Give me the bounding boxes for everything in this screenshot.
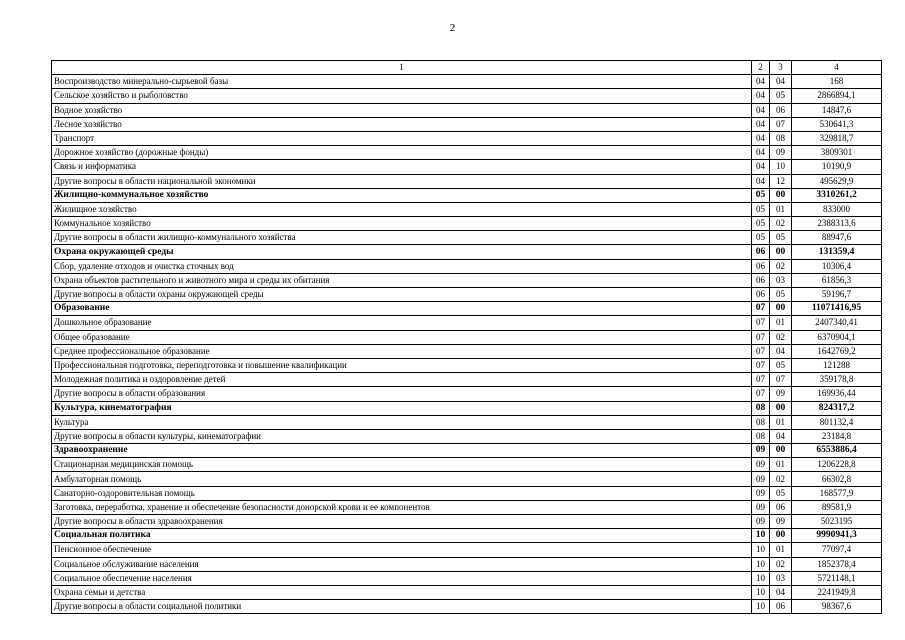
row-section-code: 06	[752, 245, 770, 259]
row-name: Лесное хозяйство	[52, 117, 752, 131]
row-name: Другие вопросы в области социальной политики	[52, 600, 752, 614]
row-subsection-code: 01	[770, 543, 792, 557]
row-section-code: 04	[752, 131, 770, 145]
row-amount: 329818,7	[792, 131, 882, 145]
table-row	[52, 217, 882, 231]
table-row	[52, 344, 882, 358]
row-section-code: 07	[752, 316, 770, 330]
row-section-code: 07	[752, 387, 770, 401]
table-row	[52, 89, 882, 103]
row-subsection-code: 02	[770, 217, 792, 231]
row-name: Водное хозяйство	[52, 103, 752, 117]
header-section: 2	[752, 61, 770, 75]
row-name: Среднее профессиональное образование	[52, 344, 752, 358]
row-subsection-code: 06	[770, 600, 792, 614]
table-row	[52, 500, 882, 514]
row-section-code: 04	[752, 103, 770, 117]
table-row	[52, 472, 882, 486]
row-subsection-code: 01	[770, 415, 792, 429]
row-subsection-code: 09	[770, 515, 792, 529]
table-row	[52, 373, 882, 387]
row-name: Другие вопросы в области образования	[52, 387, 752, 401]
row-subsection-code: 00	[770, 302, 792, 316]
row-amount: 23184,8	[792, 429, 882, 443]
row-amount: 2866894,1	[792, 89, 882, 103]
row-name: Дорожное хозяйство (дорожные фонды)	[52, 146, 752, 160]
row-name: Жилищно-коммунальное хозяйство	[52, 188, 752, 202]
row-amount: 5023195	[792, 515, 882, 529]
table-row	[52, 75, 882, 89]
row-section-code: 10	[752, 585, 770, 599]
row-amount: 1642769,2	[792, 344, 882, 358]
row-section-code: 10	[752, 529, 770, 543]
row-section-code: 07	[752, 330, 770, 344]
row-subsection-code: 02	[770, 472, 792, 486]
row-subsection-code: 03	[770, 571, 792, 585]
row-amount: 61856,3	[792, 273, 882, 287]
row-name: Молодежная политика и оздоровление детей	[52, 373, 752, 387]
table-row	[52, 557, 882, 571]
table-section-row	[52, 302, 882, 316]
row-amount: 2388313,6	[792, 217, 882, 231]
row-name: Охрана семьи и детства	[52, 585, 752, 599]
row-subsection-code: 05	[770, 288, 792, 302]
row-section-code: 06	[752, 273, 770, 287]
row-section-code: 08	[752, 401, 770, 415]
table-header-row	[52, 61, 882, 75]
row-name: Другие вопросы в области здравоохранения	[52, 515, 752, 529]
row-subsection-code: 00	[770, 529, 792, 543]
row-section-code: 07	[752, 302, 770, 316]
row-amount: 9990941,3	[792, 529, 882, 543]
row-name: Общее образование	[52, 330, 752, 344]
row-subsection-code: 00	[770, 245, 792, 259]
table-row	[52, 486, 882, 500]
row-section-code: 10	[752, 600, 770, 614]
row-amount: 10306,4	[792, 259, 882, 273]
row-name: Пенсионное обеспечение	[52, 543, 752, 557]
row-name: Здравоохранение	[52, 444, 752, 458]
table-row	[52, 585, 882, 599]
row-section-code: 07	[752, 344, 770, 358]
row-amount: 833000	[792, 202, 882, 216]
row-name: Воспроизводство минерально-сырьевой базы	[52, 75, 752, 89]
row-name: Заготовка, переработка, хранение и обеспечение безопасности донорской крови и ее компонентов	[52, 500, 752, 514]
row-name: Связь и информатика	[52, 160, 752, 174]
row-amount: 6370904,1	[792, 330, 882, 344]
row-amount: 824317,2	[792, 401, 882, 415]
row-section-code: 09	[752, 515, 770, 529]
table-row	[52, 288, 882, 302]
table-section-row	[52, 529, 882, 543]
row-subsection-code: 04	[770, 585, 792, 599]
row-subsection-code: 03	[770, 273, 792, 287]
row-amount: 1206228,8	[792, 458, 882, 472]
page-number: 2	[449, 22, 456, 34]
row-name: Социальное обеспечение населения	[52, 571, 752, 585]
row-subsection-code: 01	[770, 458, 792, 472]
row-section-code: 04	[752, 174, 770, 188]
row-name: Жилищное хозяйство	[52, 202, 752, 216]
row-amount: 10190,9	[792, 160, 882, 174]
table-section-row	[52, 444, 882, 458]
row-name: Сбор, удаление отходов и очистка сточных вод	[52, 259, 752, 273]
row-amount: 801132,4	[792, 415, 882, 429]
row-amount: 14847,6	[792, 103, 882, 117]
header-subsection: 3	[770, 61, 792, 75]
row-name: Другие вопросы в области охраны окружающей среды	[52, 288, 752, 302]
row-section-code: 09	[752, 458, 770, 472]
row-amount: 168	[792, 75, 882, 89]
table-row	[52, 330, 882, 344]
row-subsection-code: 07	[770, 117, 792, 131]
row-amount: 169936,44	[792, 387, 882, 401]
row-amount: 530641,3	[792, 117, 882, 131]
table-row	[52, 358, 882, 372]
table-row	[52, 174, 882, 188]
table-row	[52, 231, 882, 245]
row-name: Коммунальное хозяйство	[52, 217, 752, 231]
row-subsection-code: 05	[770, 486, 792, 500]
table-row	[52, 429, 882, 443]
row-subsection-code: 05	[770, 231, 792, 245]
row-section-code: 07	[752, 358, 770, 372]
row-amount: 131359,4	[792, 245, 882, 259]
row-subsection-code: 00	[770, 444, 792, 458]
row-section-code: 09	[752, 500, 770, 514]
row-amount: 88947,6	[792, 231, 882, 245]
row-amount: 5721148,1	[792, 571, 882, 585]
row-amount: 359178,8	[792, 373, 882, 387]
row-section-code: 06	[752, 288, 770, 302]
row-subsection-code: 09	[770, 146, 792, 160]
row-subsection-code: 02	[770, 557, 792, 571]
row-name: Другие вопросы в области жилищно-коммунального хозяйства	[52, 231, 752, 245]
table-row	[52, 543, 882, 557]
row-subsection-code: 06	[770, 103, 792, 117]
row-name: Культура, кинематография	[52, 401, 752, 415]
row-amount: 1852378,4	[792, 557, 882, 571]
table-row	[52, 259, 882, 273]
row-subsection-code: 08	[770, 131, 792, 145]
table-row	[52, 103, 882, 117]
row-name: Стационарная медицинская помощь	[52, 458, 752, 472]
row-name: Социальное обслуживание населения	[52, 557, 752, 571]
table-row	[52, 146, 882, 160]
table-row	[52, 273, 882, 287]
row-amount: 6553886,4	[792, 444, 882, 458]
table-row	[52, 600, 882, 614]
row-amount: 59196,7	[792, 288, 882, 302]
table-section-row	[52, 401, 882, 415]
table-row	[52, 387, 882, 401]
row-section-code: 06	[752, 259, 770, 273]
row-section-code: 04	[752, 89, 770, 103]
row-section-code: 04	[752, 75, 770, 89]
table-row	[52, 202, 882, 216]
row-subsection-code: 12	[770, 174, 792, 188]
row-amount: 495629,9	[792, 174, 882, 188]
row-name: Другие вопросы в области культуры, кинематографии	[52, 429, 752, 443]
table-section-row	[52, 188, 882, 202]
row-section-code: 08	[752, 429, 770, 443]
row-name: Образование	[52, 302, 752, 316]
row-section-code: 05	[752, 217, 770, 231]
table-row	[52, 160, 882, 174]
row-amount: 3809301	[792, 146, 882, 160]
row-section-code: 05	[752, 188, 770, 202]
row-subsection-code: 04	[770, 429, 792, 443]
row-amount: 3310261,2	[792, 188, 882, 202]
row-section-code: 07	[752, 373, 770, 387]
row-subsection-code: 04	[770, 75, 792, 89]
table-row	[52, 458, 882, 472]
row-section-code: 10	[752, 543, 770, 557]
row-section-code: 05	[752, 231, 770, 245]
row-subsection-code: 10	[770, 160, 792, 174]
row-name: Профессиональная подготовка, переподготовка и повышение квалификации	[52, 358, 752, 372]
row-section-code: 10	[752, 557, 770, 571]
row-section-code: 04	[752, 146, 770, 160]
row-subsection-code: 01	[770, 202, 792, 216]
table-row	[52, 316, 882, 330]
table-row	[52, 571, 882, 585]
row-section-code: 09	[752, 444, 770, 458]
row-subsection-code: 09	[770, 387, 792, 401]
row-amount: 77097,4	[792, 543, 882, 557]
table-row	[52, 131, 882, 145]
row-subsection-code: 02	[770, 330, 792, 344]
row-section-code: 04	[752, 117, 770, 131]
row-name: Сельское хозяйство и рыболовство	[52, 89, 752, 103]
table-section-row	[52, 245, 882, 259]
budget-table	[51, 60, 882, 614]
table-row	[52, 117, 882, 131]
row-amount: 98367,6	[792, 600, 882, 614]
row-name: Санаторно-оздоровительная помощь	[52, 486, 752, 500]
row-name: Культура	[52, 415, 752, 429]
table-row	[52, 515, 882, 529]
row-section-code: 09	[752, 472, 770, 486]
table-row	[52, 415, 882, 429]
row-subsection-code: 05	[770, 358, 792, 372]
row-section-code: 09	[752, 486, 770, 500]
row-amount: 2241949,8	[792, 585, 882, 599]
row-amount: 89581,9	[792, 500, 882, 514]
row-subsection-code: 07	[770, 373, 792, 387]
row-name: Охрана окружающей среды	[52, 245, 752, 259]
row-amount: 66302,8	[792, 472, 882, 486]
header-name: 1	[52, 61, 752, 75]
row-subsection-code: 01	[770, 316, 792, 330]
row-amount: 11071416,95	[792, 302, 882, 316]
row-name: Другие вопросы в области национальной экономики	[52, 174, 752, 188]
row-name: Социальная политика	[52, 529, 752, 543]
row-section-code: 10	[752, 571, 770, 585]
row-section-code: 04	[752, 160, 770, 174]
header-amount: 4	[792, 61, 882, 75]
row-subsection-code: 05	[770, 89, 792, 103]
row-section-code: 05	[752, 202, 770, 216]
row-name: Дошкольное образование	[52, 316, 752, 330]
row-amount: 121288	[792, 358, 882, 372]
row-name: Охрана объектов растительного и животного мира и среды их обитания	[52, 273, 752, 287]
row-name: Амбулаторная помощь	[52, 472, 752, 486]
row-subsection-code: 00	[770, 188, 792, 202]
row-amount: 2407340,41	[792, 316, 882, 330]
row-subsection-code: 02	[770, 259, 792, 273]
row-section-code: 08	[752, 415, 770, 429]
row-subsection-code: 06	[770, 500, 792, 514]
row-subsection-code: 00	[770, 401, 792, 415]
row-amount: 168577,9	[792, 486, 882, 500]
row-name: Транспорт	[52, 131, 752, 145]
row-subsection-code: 04	[770, 344, 792, 358]
